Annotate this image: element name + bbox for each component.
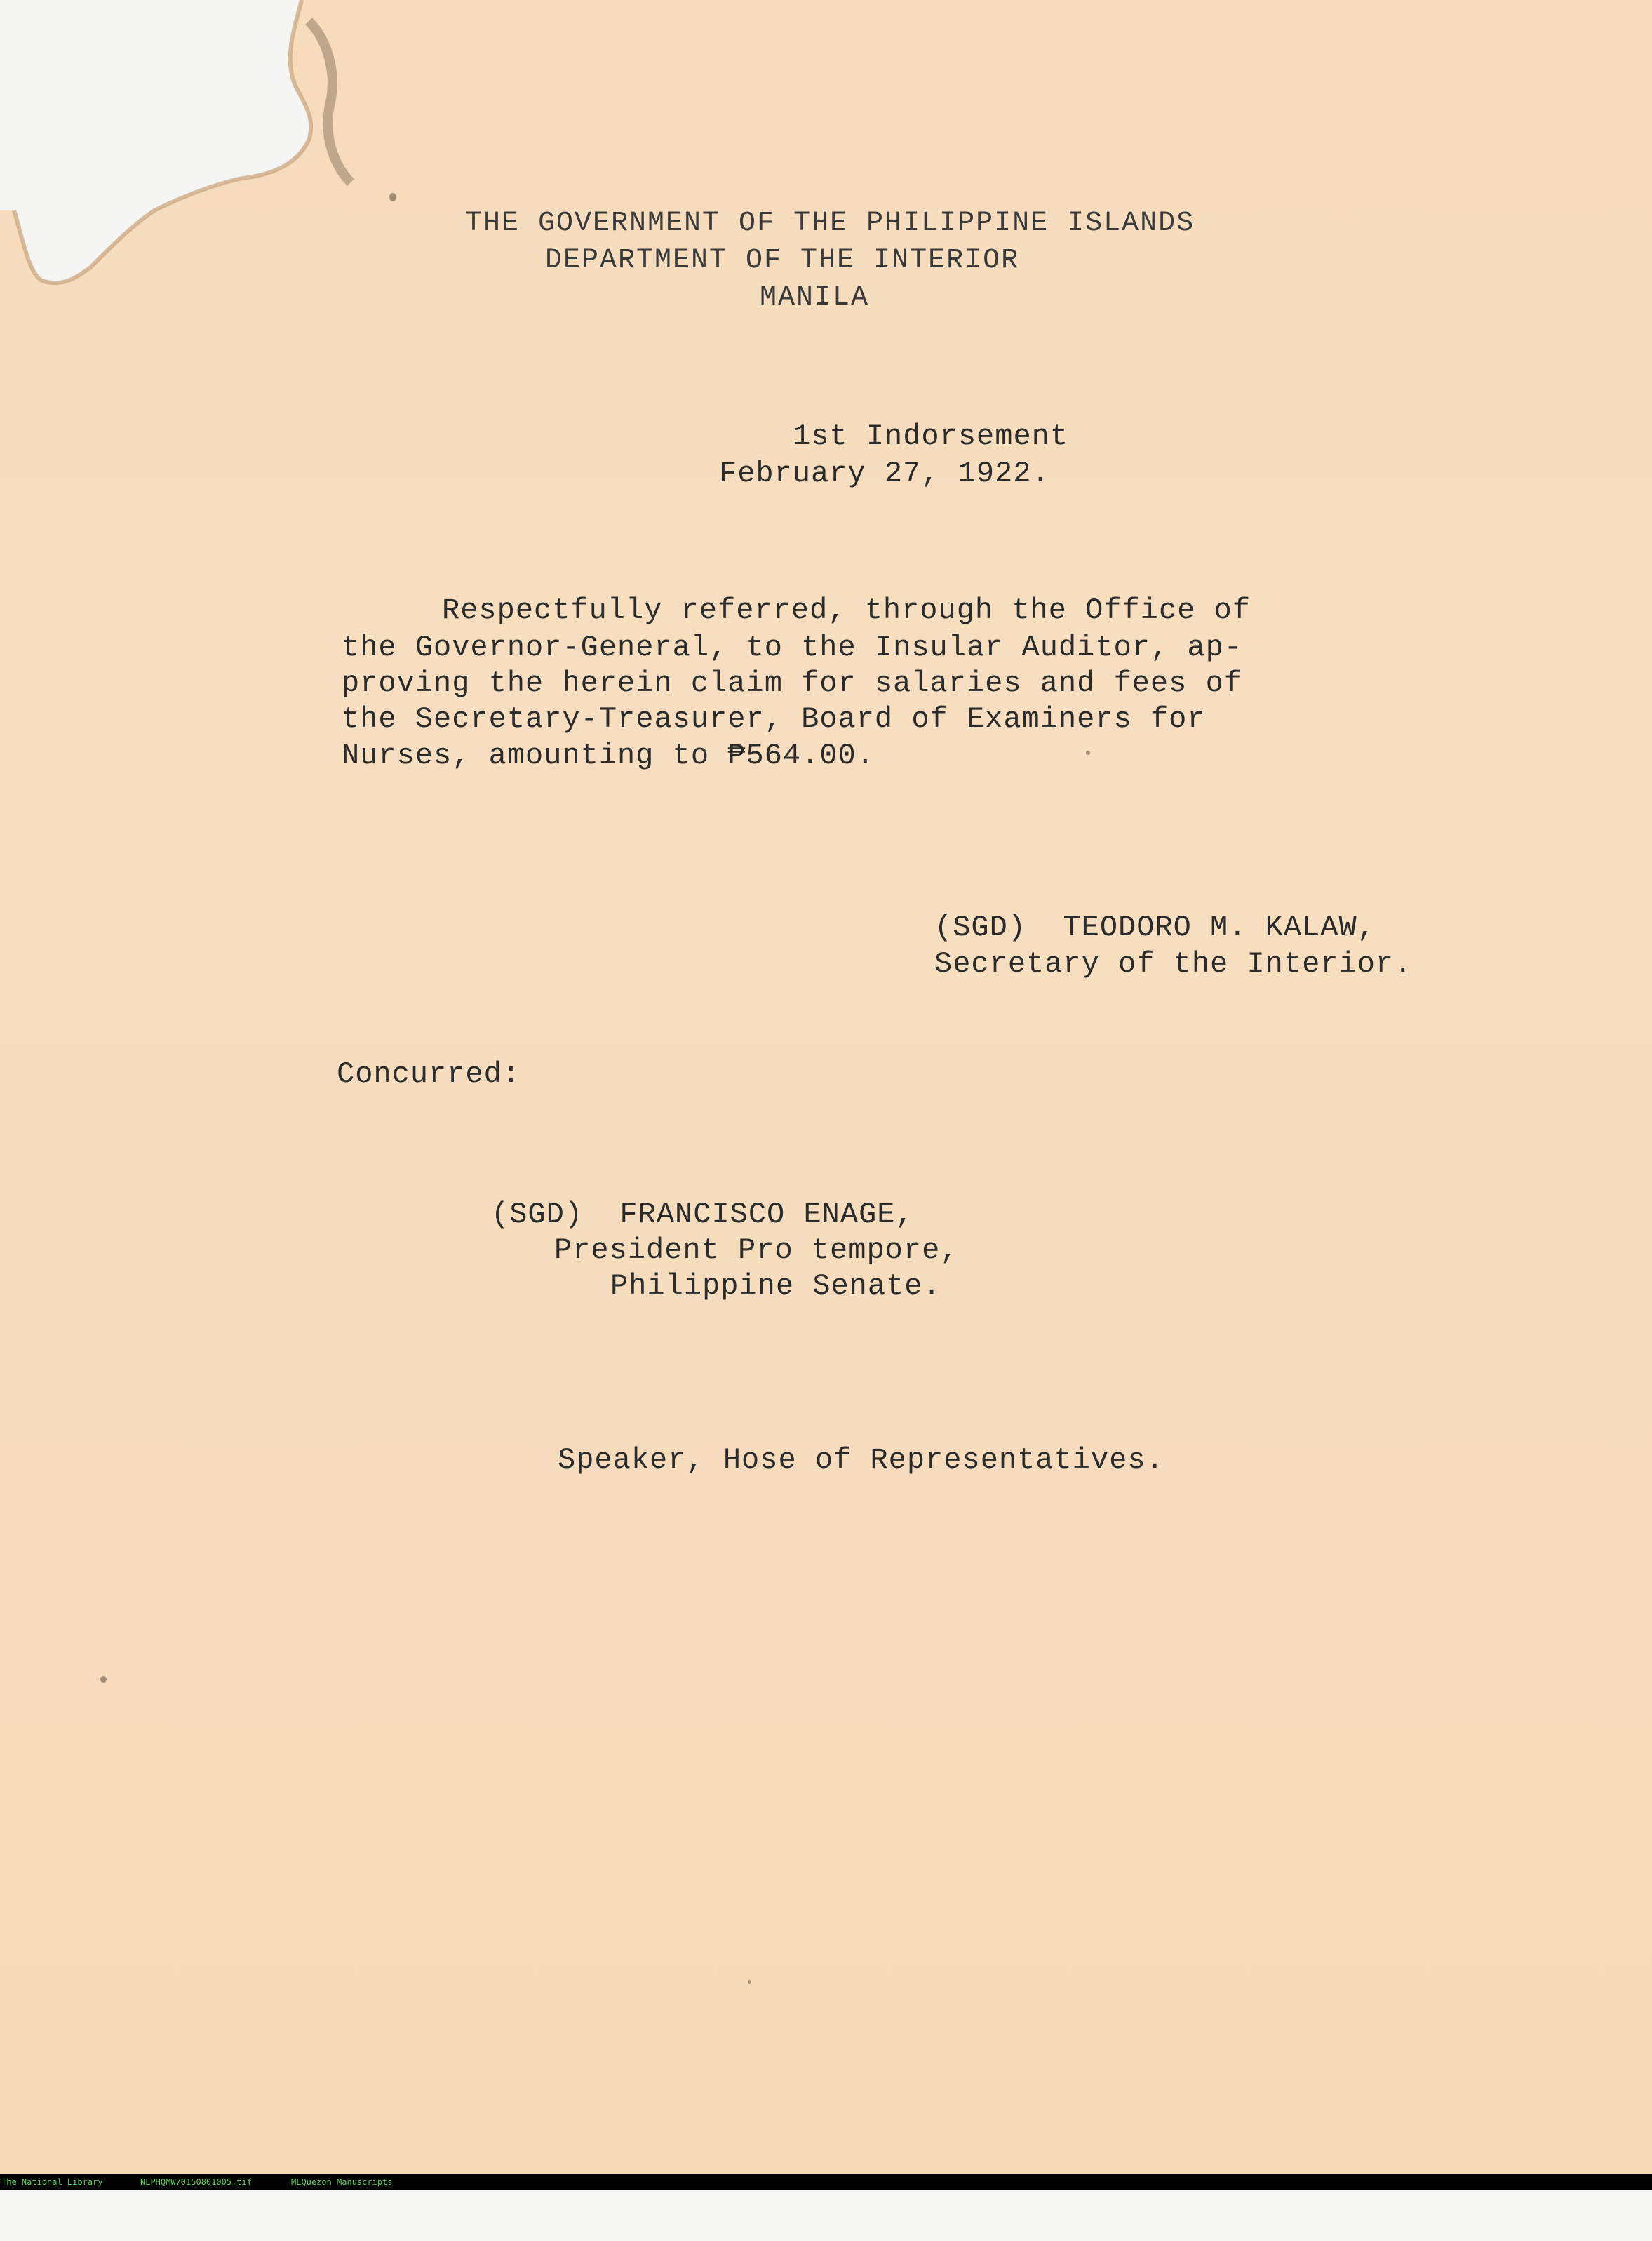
- body-line: the Governor-General, to the Insular Auditor, ap-: [342, 631, 1243, 664]
- torn-corner: [0, 0, 421, 295]
- body-line: Nurses, amounting to ₱564.00.: [342, 739, 875, 772]
- secretary-signature: (SGD) TEODORO M. KALAW,: [934, 911, 1376, 944]
- indorsement-title: 1st Indorsement: [793, 420, 1069, 453]
- letterhead-line-2: DEPARTMENT OF THE INTERIOR: [545, 245, 1020, 276]
- secretary-title: Secretary of the Interior.: [934, 947, 1413, 981]
- footer-file-name: NLPHQMW70150801005.tif: [140, 2177, 252, 2187]
- ink-speck: [100, 1676, 107, 1683]
- ink-speck: [1086, 751, 1090, 755]
- senate-president-signature: (SGD) FRANCISCO ENAGE,: [491, 1198, 914, 1231]
- body-line: the Secretary-Treasurer, Board of Examiners for: [342, 702, 1206, 736]
- footer-institution: The National Library: [1, 2177, 103, 2187]
- ink-speck: [389, 193, 396, 201]
- body-line: proving the herein claim for salaries and fees of: [342, 667, 1243, 700]
- indorsement-date: February 27, 1922.: [719, 457, 1050, 490]
- ink-speck: [748, 1980, 751, 1984]
- letterhead-line-3: MANILA: [760, 282, 870, 314]
- concurred-label: Concurred:: [337, 1057, 521, 1091]
- footer-collection: MLQuezon Manuscripts: [291, 2177, 393, 2187]
- letterhead-line-1: THE GOVERNMENT OF THE PHILIPPINE ISLANDS: [465, 208, 1195, 239]
- senate-name: Philippine Senate.: [610, 1269, 941, 1303]
- speaker-line: Speaker, Hose of Representatives.: [558, 1443, 1164, 1477]
- senate-president-title: President Pro tempore,: [554, 1233, 959, 1267]
- scan-footer-bar: [0, 2174, 1652, 2190]
- body-line: Respectfully referred, through the Office of: [442, 594, 1251, 627]
